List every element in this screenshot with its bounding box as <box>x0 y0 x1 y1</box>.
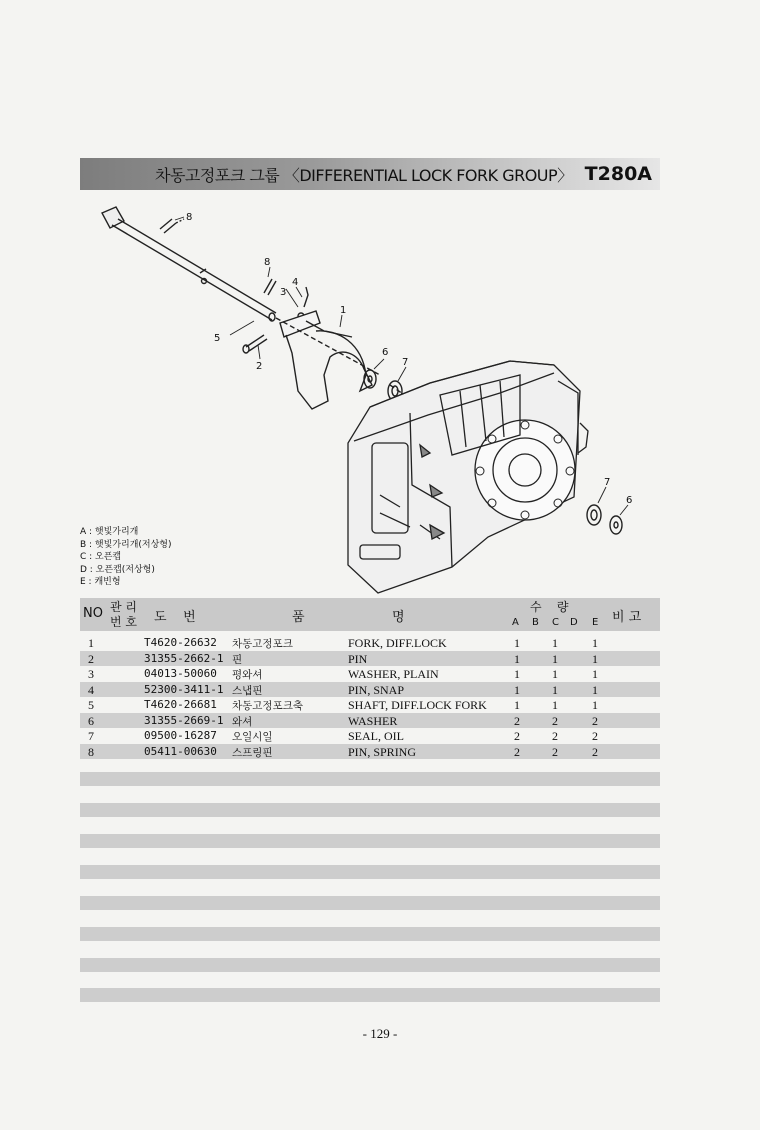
empty-row-stripe <box>80 958 660 972</box>
cell-english-name: PIN, SPRING <box>348 744 417 759</box>
pin-8-mid <box>264 279 276 295</box>
legend-item: E : 캐빈형 <box>80 577 121 587</box>
cell-part-number: 09500-16287 <box>144 729 217 742</box>
cell-no: 7 <box>88 729 94 743</box>
cell-qty-c: 1 <box>552 651 558 666</box>
header-remarks: 비 고 <box>612 610 642 625</box>
cell-no: 1 <box>88 636 94 650</box>
section-title-bar <box>80 158 660 190</box>
legend-item: D : 오픈캡(저상형) <box>80 564 155 575</box>
cell-korean-name: 차동고정포크 <box>232 638 293 650</box>
cell-part-number: T4620-26632 <box>144 636 217 649</box>
header-part-name-left: 품 <box>292 610 305 625</box>
cell-qty-a: 2 <box>514 713 520 728</box>
cell-part-number: 31355-2662-1 <box>144 651 224 665</box>
snap-pin-4 <box>304 287 308 307</box>
cell-qty-c: 1 <box>552 698 558 712</box>
variant-legend <box>80 526 172 589</box>
cell-korean-name: 오일시일 <box>232 731 273 743</box>
cell-qty-e: 1 <box>592 698 598 712</box>
empty-row-stripe <box>80 834 660 848</box>
empty-row-stripe <box>80 772 660 786</box>
oil-seal-7-lower <box>587 505 601 525</box>
table-row <box>80 666 660 682</box>
callout-2: 2 <box>256 361 263 372</box>
header-part-name-right: 명 <box>392 610 405 625</box>
callout-6-upper: 6 <box>382 347 389 358</box>
cell-part-number: 05411-00630 <box>144 744 217 758</box>
callout-8-mid: 8 <box>264 257 271 268</box>
header-col-e: E <box>592 617 599 628</box>
model-code: T280A <box>584 163 652 185</box>
cell-korean-name: 와셔 <box>232 715 253 728</box>
cell-qty-a: 1 <box>514 667 520 681</box>
header-part-number: 도 번 <box>154 610 196 625</box>
legend-item: A : 햇빛가리개 <box>80 527 139 537</box>
cell-qty-e: 1 <box>592 667 598 681</box>
cell-qty-e: 2 <box>592 729 598 743</box>
callout-7-lower: 7 <box>604 477 611 488</box>
cell-qty-c: 2 <box>552 744 558 759</box>
table-row <box>80 682 660 698</box>
empty-row-stripe <box>80 988 660 1002</box>
cell-korean-name: 평와셔 <box>232 669 263 681</box>
table-row <box>80 713 660 729</box>
cell-qty-a: 1 <box>514 682 520 697</box>
cell-qty-c: 2 <box>552 713 558 728</box>
shaft-part <box>102 207 276 321</box>
table-row <box>80 728 660 744</box>
table-row <box>80 635 660 651</box>
cell-english-name: WASHER, PLAIN <box>348 667 439 681</box>
cell-qty-e: 2 <box>592 744 598 759</box>
cell-english-name: SHAFT, DIFF.LOCK FORK <box>348 698 487 712</box>
cell-qty-e: 2 <box>592 713 598 728</box>
transmission-housing <box>348 361 588 593</box>
cell-english-name: FORK, DIFF.LOCK <box>348 636 447 650</box>
callout-3: 3 <box>280 287 287 298</box>
cell-qty-a: 1 <box>514 636 520 650</box>
cell-qty-c: 1 <box>552 667 558 681</box>
cell-english-name: PIN, SNAP <box>348 682 405 697</box>
table-row <box>80 697 660 713</box>
cell-part-number: 52300-3411-1 <box>144 682 224 696</box>
cell-qty-e: 1 <box>592 651 598 666</box>
cell-english-name: WASHER <box>348 713 398 728</box>
header-col-d: D <box>570 617 578 628</box>
header-col-a: A <box>512 617 519 628</box>
header-quantity: 수 량 <box>530 600 569 614</box>
cell-qty-a: 1 <box>514 651 520 666</box>
cell-english-name: PIN <box>348 651 368 666</box>
header-mgmt-bottom: 번 호 <box>110 615 137 629</box>
cell-korean-name: 차동고정포크축 <box>232 700 304 712</box>
empty-row-stripe <box>80 927 660 941</box>
cell-korean-name: 핀 <box>232 653 243 666</box>
section-title: 차동고정포크 그룹 〈DIFFERENTIAL LOCK FORK GROUP〉 <box>155 165 573 185</box>
table-header <box>80 598 660 631</box>
empty-row-stripe <box>80 896 660 910</box>
cell-korean-name: 스냅핀 <box>232 684 263 697</box>
empty-row-stripe <box>80 803 660 817</box>
cell-qty-e: 1 <box>592 682 598 697</box>
cell-no: 5 <box>88 698 94 712</box>
header-mgmt-top: 관 리 <box>110 600 137 614</box>
header-col-b: B <box>532 617 539 628</box>
cell-korean-name: 스프링핀 <box>232 746 273 759</box>
cell-no: 3 <box>88 667 94 681</box>
cell-qty-a: 2 <box>514 744 520 759</box>
callout-7-upper: 7 <box>402 357 409 368</box>
legend-item: B : 햇빛가리개(저상형) <box>80 539 172 550</box>
cell-part-number: 31355-2669-1 <box>144 713 224 727</box>
cell-qty-c: 1 <box>552 682 558 697</box>
cell-qty-c: 2 <box>552 729 558 743</box>
parts-table <box>80 598 660 759</box>
empty-row-stripe <box>80 865 660 879</box>
cell-no: 8 <box>88 744 94 759</box>
header-col-c: C <box>552 617 559 628</box>
cell-qty-e: 1 <box>592 636 598 650</box>
fork-1 <box>280 311 372 409</box>
cell-qty-c: 1 <box>552 636 558 650</box>
washer-6-lower <box>610 516 622 534</box>
header-no: NO <box>83 606 103 621</box>
legend-item: C : 오픈캡 <box>80 552 122 562</box>
cell-part-number: 04013-50060 <box>144 667 217 680</box>
page-number: - 129 - <box>362 1026 398 1041</box>
callout-4: 4 <box>292 277 299 288</box>
cell-no: 4 <box>88 682 94 697</box>
cell-qty-a: 2 <box>514 729 520 743</box>
cell-no: 2 <box>88 651 94 666</box>
callout-6-lower: 6 <box>626 495 633 506</box>
cell-no: 6 <box>88 713 94 728</box>
table-row <box>80 651 660 667</box>
cell-qty-a: 1 <box>514 698 520 712</box>
callout-5: 5 <box>214 333 221 344</box>
table-row <box>80 744 660 760</box>
callout-1: 1 <box>340 305 347 316</box>
cell-part-number: T4620-26681 <box>144 698 217 711</box>
pin-2 <box>243 335 267 353</box>
cell-english-name: SEAL, OIL <box>348 729 404 743</box>
pin-8-top <box>160 219 184 233</box>
callout-8-top: 8 <box>186 212 193 223</box>
